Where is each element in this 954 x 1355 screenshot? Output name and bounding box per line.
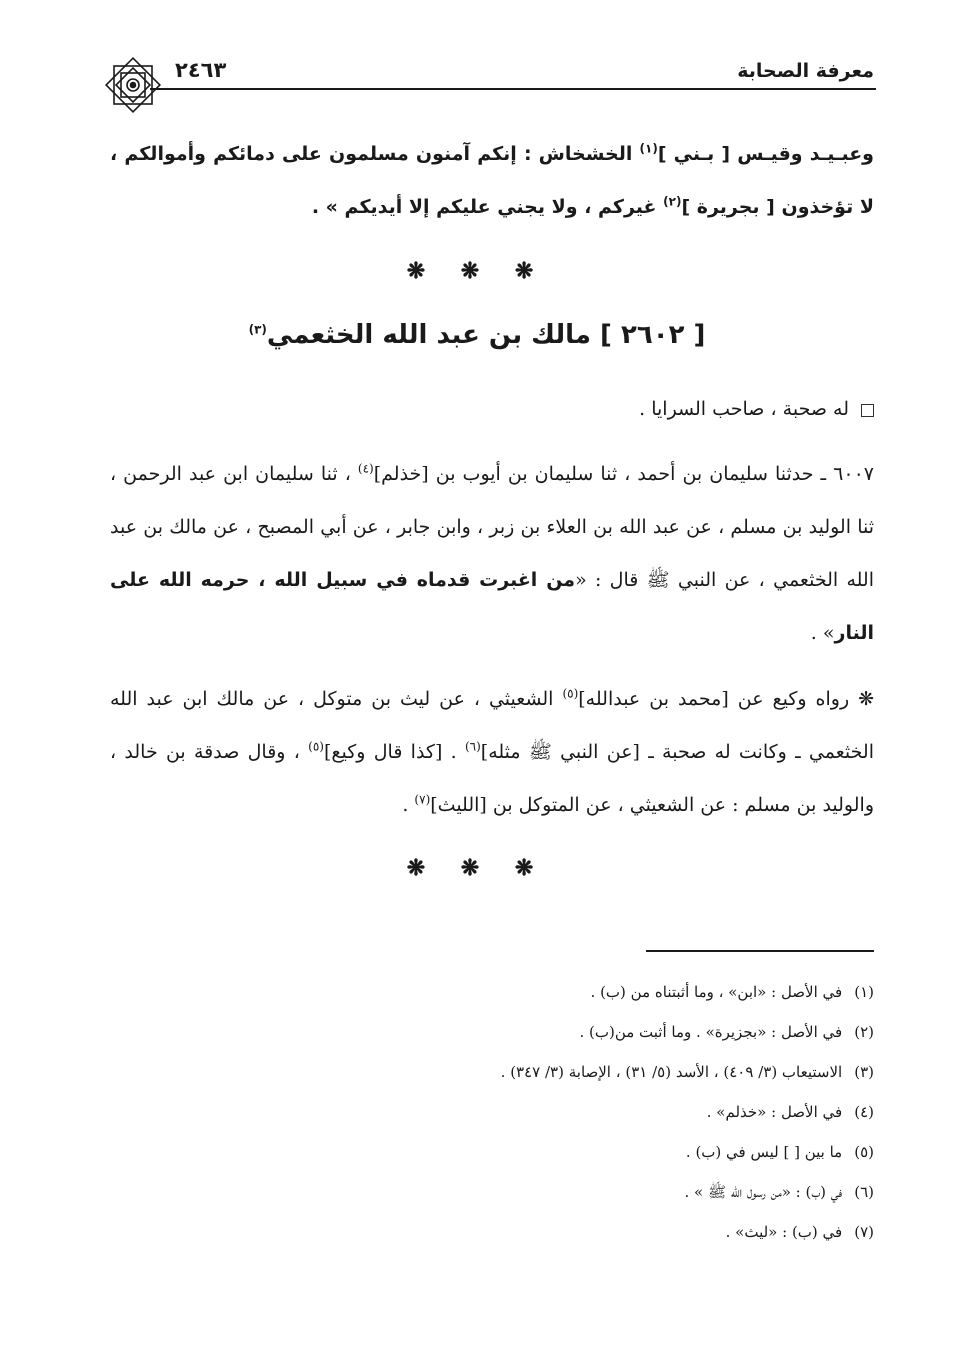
footnote-item: (٣)الاستيعاب (٣/ ٤٠٩) ، الأسد (٥/ ٣١) ، الإصابة (٣/ ٣٤٧) . <box>500 1063 874 1081</box>
footnote-item: (٦)في (ب) : «من رسول الله ﷺ » . <box>684 1183 874 1201</box>
section-separator: ❋ ❋ ❋ <box>406 855 548 881</box>
hadith-matn: من اغبرت قدماه في سبيل الله ، حرمه الله على النار <box>110 569 874 644</box>
footnote-item: (٢)في الأصل : «بجزيرة» . وما أثبت من(ب) . <box>579 1023 874 1041</box>
commentary-paragraph: ❋ رواه وكيع عن [محمد بن عبدالله]$^{(٥)}$ الشعيثي ، عن ليث بن متوكل ، عن مالك ابن عبد الله الخثعمي ـ وكانت له صحبة ـ [عن النبي ﷺ مثله]$^{(٦)}$ . [كذا قال وكيع]$^{(٥)}$ ، وقال صدقة بن خالد ، والوليد بن مسلم : عن الشعيثي ، عن المتوكل بن [الليث]$^{(٧)}$ . <box>110 686 874 816</box>
footnote-item: (٤)في الأصل : «خذلم» . <box>706 1103 874 1121</box>
entry-heading: [ ٢٦٠٢ ] مالك بن عبد الله الخثعمي$^{(٣)}$ <box>248 320 706 350</box>
footnote-item: (٧)في (ب) : «ليث» . <box>725 1223 874 1241</box>
page-number: ٢٤٦٣ <box>175 58 227 82</box>
continuation-paragraph: وعبـيـد وقيـس [ بـني ]$^{(١)}$ الخشخاش : إنكم آمنون مسلمون على دمائكم وأموالكم ، لا تؤخذون [ بجريرة ]$^{(٢)}$ غيركم ، ولا يجني عليكم إلا أيديكم » . <box>110 141 874 218</box>
section-separator: ❋ ❋ ❋ <box>406 258 548 284</box>
entry-intro: له صحبة ، صاحب السرايا . <box>110 383 874 436</box>
footnote-item: (١)في الأصل : «ابن» ، وما أثبتناه من (ب) . <box>590 983 874 1001</box>
footnote-rule <box>646 950 874 952</box>
hadith-paragraph: ٦٠٠٧ ـ حدثنا سليمان بن أحمد ، ثنا سليمان بن أيوب بن [خذلم]$^{(٤)}$ ، ثنا سليمان ابن عبد الرحمن ، ثنا الوليد بن مسلم ، عن عبد الله بن العلاء بن زبر ، وابن جابر ، عن أبي المصبح ، عن مالك بن عبد الله الخثعمي ، عن النبي ﷺ قال : «من اغبرت قدماه في سبيل الله ، حرمه الله على النار» . <box>110 461 875 644</box>
square-bullet-icon <box>861 404 874 417</box>
header-rule <box>150 88 876 90</box>
footnotes <box>110 972 874 1252</box>
footnote-item: (٥)ما بين [ ] ليس في (ب) . <box>685 1143 874 1161</box>
ornament-icon <box>100 52 166 118</box>
running-head-title: معرفة الصحابة <box>737 60 874 82</box>
